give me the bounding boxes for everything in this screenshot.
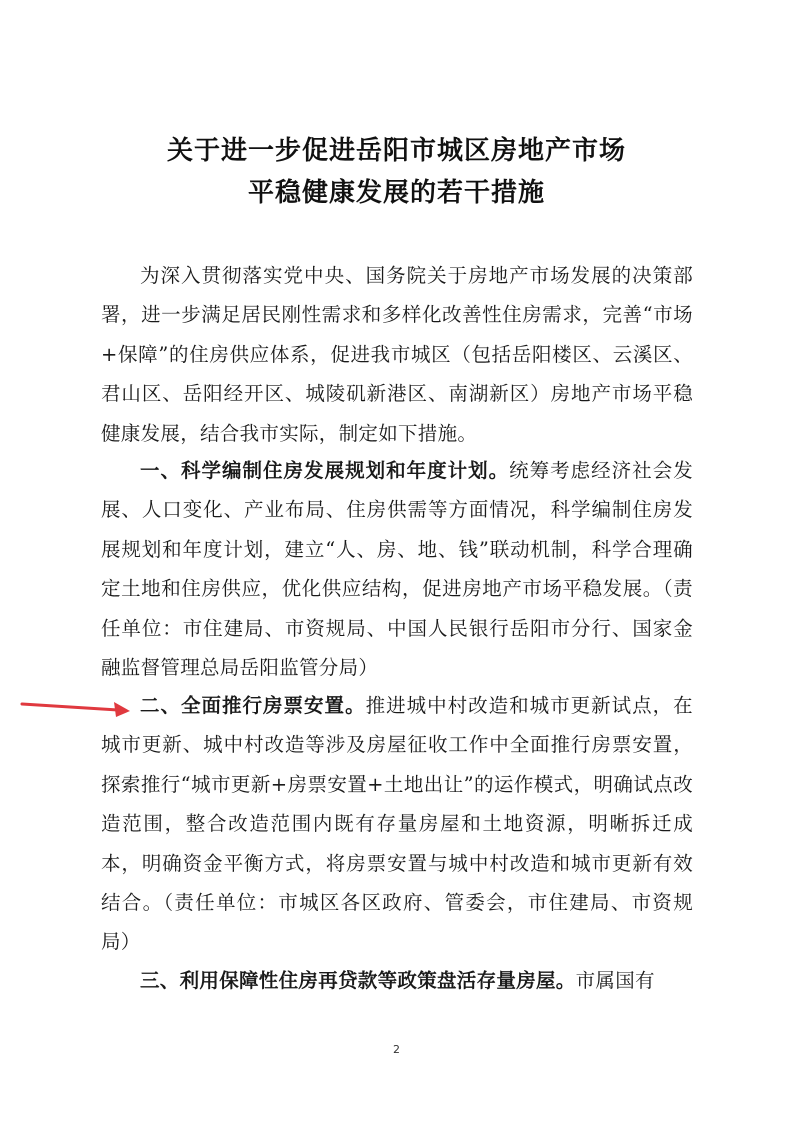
section-2-body: 推进城中村改造和城市更新试点，在城市更新、城中村改造等涉及房屋征收工作中全面推行房票安置，探索推行“城市更新+房票安置+土地出让”的运作模式，明确试点改造范围，整合改造范围内既有存量房屋和土地资源，明晰拆迁成本，明确资金平衡方式，将房票安置与城中村改造和城市更新有效结合。（责任单位：市城区各区政府、管委会，市住建局、市资规局） bbox=[101, 694, 693, 954]
section-1-body: 统筹考虑经济社会发展、人口变化、产业布局、住房供需等方面情况，科学编制住房发展规划和年度计划，建立“人、房、地、钱”联动机制，科学合理确定土地和住房供应，优化供应结构，促进房地产市场平稳发展。（责任单位：市住建局、市资规局、中国人民银行岳阳市分行、国家金融监督管理总局岳阳监管分局） bbox=[101, 459, 693, 680]
section-3-body: 市属国有 bbox=[575, 969, 655, 992]
section-2-heading: 二、全面推行房票安置。 bbox=[140, 694, 366, 717]
section-3-heading: 三、利用保障性住房再贷款等政策盘活存量房屋。 bbox=[140, 969, 576, 992]
section-3-paragraph bbox=[101, 961, 693, 1001]
intro-paragraph: 为深入贯彻落实党中央、国务院关于房地产市场发展的决策部署，进一步满足居民刚性需求和多样化改善性住房需求，完善“市场+保障”的住房供应体系，促进我市城区（包括岳阳楼区、云溪区、君山区、岳阳经开区、城陵矶新港区、南湖新区）房地产市场平稳健康发展，结合我市实际，制定如下措施。 bbox=[101, 264, 693, 445]
section-2-paragraph bbox=[101, 686, 693, 962]
page-number: 2 bbox=[393, 1043, 400, 1056]
document-title-line-2: 平稳健康发展的若干措施 bbox=[247, 178, 545, 208]
section-1-paragraph bbox=[101, 451, 693, 687]
document-title-line-1: 关于进一步促进岳阳市城区房地产市场 bbox=[166, 136, 626, 166]
section-1-heading: 一、科学编制住房发展规划和年度计划。 bbox=[140, 459, 510, 482]
